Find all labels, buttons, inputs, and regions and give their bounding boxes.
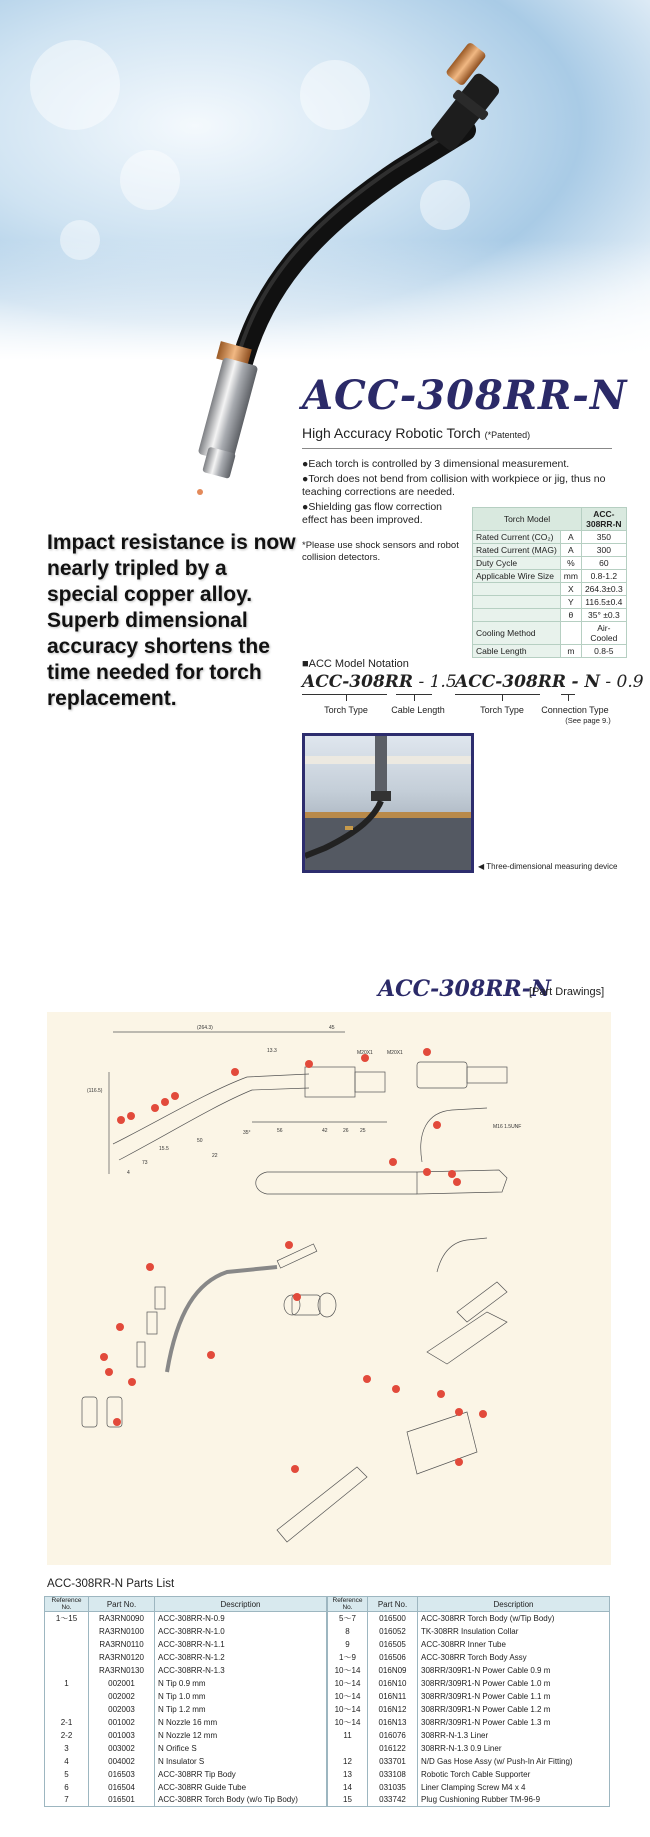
column-header: Part No. — [368, 1597, 418, 1612]
cell-part: 016N10 — [368, 1677, 418, 1690]
cell-part: 033108 — [368, 1768, 418, 1781]
part-drawings-panel — [47, 1012, 611, 1565]
notation-heading: ■ACC Model Notation — [302, 658, 409, 670]
cell-part: RA3RN0120 — [89, 1651, 155, 1664]
cell-ref: 10〜14 — [328, 1677, 368, 1690]
feature-bullet: ●Torch does not bend from collision with workpiece or jig, thus no teaching corrections are needed. — [302, 473, 606, 498]
notation-label: (See page 9.) — [565, 716, 611, 725]
cell-part: 016052 — [368, 1625, 418, 1638]
dim-label: 42 — [322, 1128, 328, 1134]
cell-ref: 4 — [45, 1755, 89, 1768]
cell-desc: 308RR/309R1-N Power Cable 1.3 m — [418, 1716, 610, 1729]
cell-desc: 308RR/309R1-N Power Cable 0.9 m — [418, 1664, 610, 1677]
cell-part: 016501 — [89, 1794, 155, 1807]
column-header: Description — [155, 1597, 327, 1612]
product-subtitle: High Accuracy Robotic Torch (*Patented) — [302, 425, 531, 441]
cell-desc: ACC-308RR Tip Body — [155, 1768, 327, 1781]
dim-label: M20X1 — [357, 1050, 373, 1056]
spec-unit: m — [560, 645, 581, 658]
column-header: Reference No. — [328, 1597, 368, 1612]
cell-desc: 308RR/309R1-N Power Cable 1.1 m — [418, 1690, 610, 1703]
cell-part: 002001 — [89, 1677, 155, 1690]
cell-part: 016504 — [89, 1781, 155, 1794]
cell-ref: 7 — [45, 1794, 89, 1807]
parts-list-title: ACC-308RR-N Parts List — [47, 1578, 175, 1590]
cell-ref: 1〜9 — [328, 1651, 368, 1664]
spec-value: 350 — [581, 531, 626, 544]
cell-desc: ACC-308RR Torch Body (w/Tip Body) — [418, 1612, 610, 1625]
dim-label: 15.5 — [159, 1146, 169, 1152]
spec-value: 300 — [581, 544, 626, 557]
spec-unit — [560, 622, 581, 645]
spec-unit: mm — [560, 570, 581, 583]
cell-part: 016122 — [368, 1742, 418, 1755]
parts-table-right — [327, 1596, 610, 1807]
cell-ref — [45, 1638, 89, 1651]
cell-part: 002003 — [89, 1703, 155, 1716]
dim-label: 13.3 — [267, 1048, 277, 1054]
dim-label: 4 — [127, 1170, 130, 1176]
cell-part: 016N11 — [368, 1690, 418, 1703]
safety-note: *Please use shock sensors and robot collision detectors. — [302, 540, 459, 563]
spec-label: Cooling Method — [473, 622, 561, 645]
spec-header: Torch Model — [473, 508, 582, 531]
cell-desc: TK-308RR Insulation Collar — [418, 1625, 610, 1638]
cell-ref: 15 — [328, 1794, 368, 1807]
cell-ref — [45, 1625, 89, 1638]
cell-part: RA3RN0130 — [89, 1664, 155, 1677]
cell-ref: 5〜7 — [328, 1612, 368, 1625]
notation-label: Torch Type — [480, 705, 524, 715]
cell-desc: ACC-308RR-N-1.1 — [155, 1638, 327, 1651]
spec-unit: X — [560, 583, 581, 596]
spec-value: 116.5±0.4 — [581, 596, 626, 609]
cell-ref: 10〜14 — [328, 1716, 368, 1729]
cell-ref: 10〜14 — [328, 1703, 368, 1716]
cell-desc: 308RR-N-1.3 0.9 Liner — [418, 1742, 610, 1755]
cell-desc: N Nozzle 12 mm — [155, 1729, 327, 1742]
spec-label: Duty Cycle — [473, 557, 561, 570]
cell-ref: 3 — [45, 1742, 89, 1755]
dim-label: (116.5) — [87, 1088, 103, 1094]
cell-ref: 10〜14 — [328, 1664, 368, 1677]
column-header: Part No. — [89, 1597, 155, 1612]
cell-part: 033742 — [368, 1794, 418, 1807]
title-divider — [302, 448, 612, 449]
drawings-title: ACC-308RR-N — [378, 976, 551, 1002]
spec-label: Rated Current (CO₂) — [473, 531, 561, 544]
cell-desc: N Insulator S — [155, 1755, 327, 1768]
cell-desc: N Nozzle 16 mm — [155, 1716, 327, 1729]
dim-label: 26 — [343, 1128, 349, 1134]
cell-ref — [45, 1703, 89, 1716]
cell-ref: 12 — [328, 1755, 368, 1768]
spec-label — [473, 609, 561, 622]
cell-desc: Liner Clamping Screw M4 x 4 — [418, 1781, 610, 1794]
cell-ref: 14 — [328, 1781, 368, 1794]
spec-label — [473, 583, 561, 596]
dim-label: 73 — [142, 1160, 148, 1166]
parts-table-left — [44, 1596, 327, 1807]
cell-ref: 2-2 — [45, 1729, 89, 1742]
measuring-device-photo — [302, 733, 474, 873]
cell-part: 016505 — [368, 1638, 418, 1651]
cell-part: 003002 — [89, 1742, 155, 1755]
notation-example-2: ACC-308RR - N - 0.9 — [455, 672, 644, 692]
notation-label: Torch Type — [324, 705, 368, 715]
spec-unit: Y — [560, 596, 581, 609]
cell-ref: 13 — [328, 1768, 368, 1781]
cell-part: 016506 — [368, 1651, 418, 1664]
column-header: Description — [418, 1597, 610, 1612]
notation-label: Cable Length — [391, 705, 445, 715]
column-header: Reference No. — [45, 1597, 89, 1612]
spec-value: 264.3±0.3 — [581, 583, 626, 596]
cell-ref — [45, 1664, 89, 1677]
spec-unit: θ — [560, 609, 581, 622]
spec-label: Applicable Wire Size — [473, 570, 561, 583]
cell-part: 016N13 — [368, 1716, 418, 1729]
spec-value: 0.8-5 — [581, 645, 626, 658]
spec-value: Air-Cooled — [581, 622, 626, 645]
cell-desc: N Tip 0.9 mm — [155, 1677, 327, 1690]
cell-part: 031035 — [368, 1781, 418, 1794]
cell-ref: 10〜14 — [328, 1690, 368, 1703]
cell-part: 016076 — [368, 1729, 418, 1742]
cell-ref: 2-1 — [45, 1716, 89, 1729]
spec-value: 0.8-1.2 — [581, 570, 626, 583]
drawings-subtitle: [Part Drawings] — [529, 986, 605, 998]
cell-desc: Plug Cushioning Rubber TM-96-9 — [418, 1794, 610, 1807]
cell-desc: ACC-308RR Torch Body (w/o Tip Body) — [155, 1794, 327, 1807]
cell-part: 033701 — [368, 1755, 418, 1768]
dim-label: 25 — [360, 1128, 366, 1134]
cell-ref: 6 — [45, 1781, 89, 1794]
cell-desc: Robotic Torch Cable Supporter — [418, 1768, 610, 1781]
cell-desc: N Orifice S — [155, 1742, 327, 1755]
dim-label: M16 1.5UNF — [493, 1124, 522, 1130]
cell-part: 001002 — [89, 1716, 155, 1729]
cell-part: 016N09 — [368, 1664, 418, 1677]
dim-label: M20X1 — [387, 1050, 403, 1056]
cell-part: RA3RN0100 — [89, 1625, 155, 1638]
dim-label: 22 — [212, 1153, 218, 1159]
spec-value: 60 — [581, 557, 626, 570]
cell-part: 016503 — [89, 1768, 155, 1781]
spec-table — [472, 507, 627, 658]
cell-desc: 308RR-N-1.3 Liner — [418, 1729, 610, 1742]
cell-desc: ACC-308RR Inner Tube — [418, 1638, 610, 1651]
cell-part: RA3RN0090 — [89, 1612, 155, 1625]
dim-label: (264.3) — [197, 1025, 213, 1031]
spec-header: ACC-308RR-N — [581, 508, 626, 531]
cell-desc: ACC-308RR-N-0.9 — [155, 1612, 327, 1625]
part-drawings — [47, 1012, 611, 1565]
feature-bullet: ●Shielding gas flow correction effect has been improved. — [302, 501, 442, 526]
spec-unit: A — [560, 544, 581, 557]
cell-desc: ACC-308RR Torch Body Assy — [418, 1651, 610, 1664]
cell-desc: N/D Gas Hose Assy (w/ Push-In Air Fitting) — [418, 1755, 610, 1768]
cell-part: 002002 — [89, 1690, 155, 1703]
cell-ref — [45, 1690, 89, 1703]
cell-ref: 5 — [45, 1768, 89, 1781]
cell-desc: N Tip 1.2 mm — [155, 1703, 327, 1716]
cell-ref: 11 — [328, 1729, 368, 1742]
cell-ref: 8 — [328, 1625, 368, 1638]
product-title: ACC-308RR-N — [302, 372, 628, 419]
dim-label: 35° — [243, 1130, 251, 1136]
cell-desc: 308RR/309R1-N Power Cable 1.0 m — [418, 1677, 610, 1690]
dim-label: 56 — [277, 1128, 283, 1134]
cell-part: 001003 — [89, 1729, 155, 1742]
photo-caption: ◀ Three-dimensional measuring device — [478, 862, 618, 871]
cell-desc: 308RR/309R1-N Power Cable 1.2 m — [418, 1703, 610, 1716]
dim-label: 45 — [329, 1025, 335, 1031]
spec-label: Cable Length — [473, 645, 561, 658]
cell-ref — [45, 1651, 89, 1664]
spec-label: Rated Current (MAG) — [473, 544, 561, 557]
notation-example-1: ACC-308RR - 1.5 — [302, 672, 457, 692]
notation-label: Connection Type — [541, 705, 609, 715]
cell-ref — [328, 1742, 368, 1755]
spec-value: 35° ±0.3 — [581, 609, 626, 622]
cell-ref: 9 — [328, 1638, 368, 1651]
spec-label — [473, 596, 561, 609]
cell-part: RA3RN0110 — [89, 1638, 155, 1651]
cell-desc: ACC-308RR Guide Tube — [155, 1781, 327, 1794]
cell-part: 004002 — [89, 1755, 155, 1768]
dim-label: 50 — [197, 1138, 203, 1144]
impact-statement: Impact resistance is now nearly tripled by a special copper alloy. Superb dimensional accuracy shortens the time needed for torch replacement. — [47, 531, 296, 710]
cell-part: 016500 — [368, 1612, 418, 1625]
cell-ref: 1〜15 — [45, 1612, 89, 1625]
spec-unit: % — [560, 557, 581, 570]
cell-part: 016N12 — [368, 1703, 418, 1716]
cell-desc: N Tip 1.0 mm — [155, 1690, 327, 1703]
feature-bullet: ●Each torch is controlled by 3 dimensional measurement. — [302, 458, 570, 470]
cell-desc: ACC-308RR-N-1.0 — [155, 1625, 327, 1638]
cell-ref: 1 — [45, 1677, 89, 1690]
cell-desc: ACC-308RR-N-1.3 — [155, 1664, 327, 1677]
cell-desc: ACC-308RR-N-1.2 — [155, 1651, 327, 1664]
spec-unit: A — [560, 531, 581, 544]
